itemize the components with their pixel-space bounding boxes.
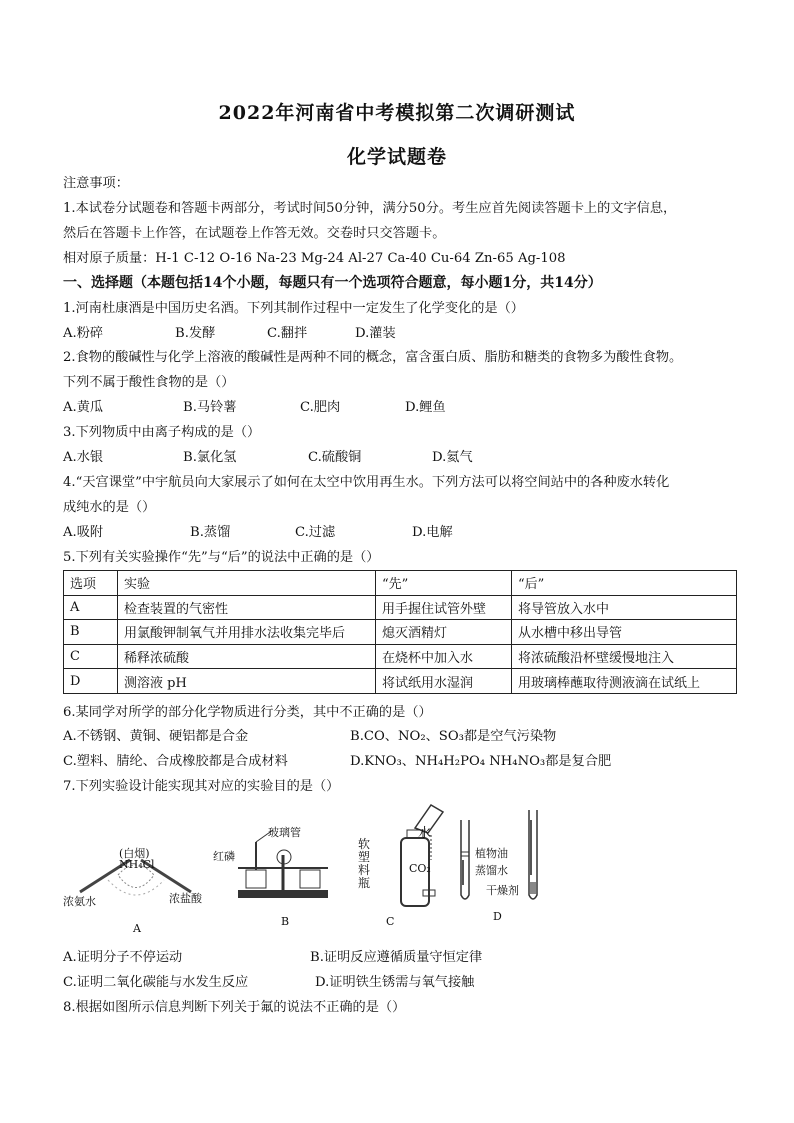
option-c: C.证明二氧化碳能与水发生反应	[63, 975, 249, 990]
table-cell: 将试纸用水湿润	[376, 669, 512, 694]
table-row	[64, 620, 737, 645]
option-a: A.水银	[63, 450, 104, 465]
notice-line: 1.本试卷分试题卷和答题卡两部分，考试时间50分钟，满分50分。考生应首先阅读答题卡上的文字信息，	[63, 201, 677, 216]
figure-label: 植物油	[475, 847, 508, 860]
figure-label: 水	[418, 826, 432, 841]
question-stem: 3.下列物质中由离子构成的是（）	[63, 425, 261, 440]
figure-letter: A	[133, 922, 141, 935]
figure-label: CO₂	[409, 862, 431, 875]
table-cell: D	[64, 669, 118, 694]
table-cell: 将导管放入水中	[512, 595, 737, 620]
table-cell: 从水槽中移出导管	[512, 620, 737, 645]
option-a: A.吸附	[63, 525, 104, 540]
question-stem: 6.某同学对所学的部分化学物质进行分类，其中不正确的是（）	[63, 705, 432, 720]
exam-subtitle: 化学试题卷	[346, 146, 447, 168]
table-cell: 稀释浓硫酸	[118, 644, 376, 669]
table-cell: B	[64, 620, 118, 645]
option-c: C.硫酸铜	[308, 450, 362, 465]
table-row	[64, 669, 737, 694]
option-d: D.氦气	[432, 450, 473, 465]
figure-label: 软塑料瓶	[358, 837, 371, 890]
option-b: B.CO、NO₂、SO₃都是空气污染物	[350, 729, 557, 744]
option-b: B.氯化氢	[183, 450, 237, 465]
figure-label: 干燥剂	[486, 884, 519, 897]
question-stem: 成纯水的是（）	[63, 500, 156, 515]
table-cell: 用玻璃棒蘸取待测液滴在试纸上	[512, 669, 737, 694]
table-header: “先”	[376, 571, 512, 596]
figure-c-diagram	[373, 800, 453, 915]
question-stem: 2.食物的酸碱性与化学上溶液的酸碱性是两种不同的概念，富含蛋白质、脂肪和糖类的食物多为酸性食物。	[63, 350, 683, 365]
option-a: A.黄瓜	[63, 400, 104, 415]
table-cell: 用氯酸钾制氧气并用排水法收集完毕后	[118, 620, 376, 645]
option-d: D.证明铁生锈需与氧气接触	[315, 975, 475, 990]
exam-title: 2022年河南省中考模拟第二次调研测试	[218, 102, 576, 124]
option-d: D.鲤鱼	[405, 400, 446, 415]
q5-table	[63, 570, 737, 694]
table-cell: 检查装置的气密性	[118, 595, 376, 620]
option-d: D.电解	[412, 525, 453, 540]
question-stem: 4.“天宫课堂”中宇航员向大家展示了如何在太空中饮用再生水。下列方法可以将空间站中的各种废水转化	[63, 475, 670, 490]
option-b: B.马铃薯	[183, 400, 237, 415]
question-stem: 下列不属于酸性食物的是（）	[63, 375, 235, 390]
section-heading: 一、选择题（本题包括14个小题，每题只有一个选项符合题意，每小题1分，共14分）	[63, 275, 602, 291]
atomic-masses: 相对原子质量：H-1 C-12 O-16 Na-23 Mg-24 Al-27 Ca-40 Cu-64 Zn-65 Ag-108	[63, 251, 566, 266]
figure-label: 浓氨水	[63, 895, 96, 908]
table-cell: 将浓硫酸沿杯壁缓慢地注入	[512, 644, 737, 669]
question-stem: 7.下列实验设计能实现其对应的实验目的是（）	[63, 779, 340, 794]
option-d: D.灌装	[355, 326, 396, 341]
option-c: C.肥肉	[300, 400, 341, 415]
option-a: A.不锈钢、黄铜、硬铝都是合金	[63, 729, 249, 744]
table-cell: C	[64, 644, 118, 669]
option-d: D.KNO₃、NH₄H₂PO₄ NH₄NO₃都是复合肥	[350, 754, 612, 769]
figure-letter: B	[281, 915, 290, 928]
figure-label: NH₄Cl	[119, 858, 155, 871]
question-stem: 1.河南杜康酒是中国历史名酒。下列其制作过程中一定发生了化学变化的是（）	[63, 301, 524, 316]
figure-label: 蒸馏水	[475, 864, 508, 877]
table-cell: 熄灭酒精灯	[376, 620, 512, 645]
table-header: 选项	[64, 571, 118, 596]
notice-heading: 注意事项：	[63, 176, 129, 191]
table-cell: 测溶液 pH	[118, 669, 376, 694]
option-c: C.过滤	[295, 525, 336, 540]
table-header-row	[64, 571, 737, 596]
figure-label: 红磷	[213, 850, 235, 863]
figure-label: 浓盐酸	[169, 892, 202, 905]
table-cell: A	[64, 595, 118, 620]
figure-letter: D	[493, 910, 502, 923]
table-cell: 用手握住试管外壁	[376, 595, 512, 620]
figure-letter: C	[386, 915, 395, 928]
q7-figures	[63, 800, 563, 935]
table-header: “后”	[512, 571, 737, 596]
option-b: B.发酵	[175, 326, 216, 341]
option-b: B.蒸馏	[190, 525, 231, 540]
table-header: 实验	[118, 571, 376, 596]
option-b: B.证明反应遵循质量守恒定律	[310, 950, 483, 965]
option-c: C.塑料、腈纶、合成橡胶都是合成材料	[63, 754, 288, 769]
question-stem: 8.根据如图所示信息判断下列关于氟的说法不正确的是（）	[63, 1000, 406, 1015]
option-a: A.粉碎	[63, 326, 104, 341]
figure-label: (白烟)	[119, 847, 150, 860]
option-a: A.证明分子不停运动	[63, 950, 183, 965]
table-row	[64, 644, 737, 669]
notice-line: 然后在答题卡上作答，在试题卷上作答无效。交卷时只交答题卡。	[63, 226, 446, 241]
option-c: C.翻拌	[267, 326, 308, 341]
table-cell: 在烧杯中加入水	[376, 644, 512, 669]
figure-label: 玻璃管	[268, 826, 301, 839]
question-stem: 5.下列有关实验操作“先”与“后”的说法中正确的是（）	[63, 550, 380, 565]
table-row	[64, 595, 737, 620]
